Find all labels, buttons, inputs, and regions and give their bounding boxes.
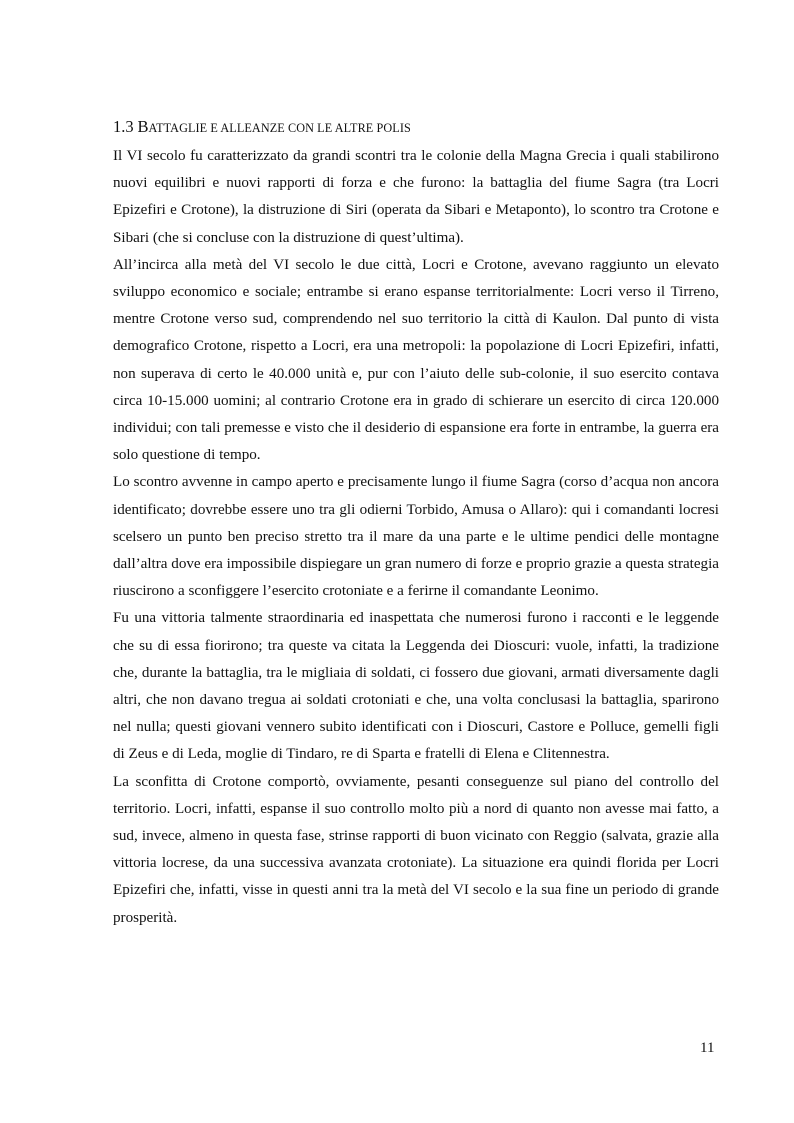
section-title-initial: B: [137, 117, 149, 136]
paragraph: La sconfitta di Crotone comportò, ovviamente, pesanti conseguenze sul piano del controllo del territorio. Locri, infatti, espanse il suo controllo molto più a nord di quanto non avesse mai fatto, a sud, invece, almeno in questa fase, strinse rapporti di buon vicinato con Reggio (salvata, grazie alla vittoria locrese, da una successiva avanzata crotoniate). La situazione era quindi florida per Locri Epizefiri che, infatti, visse in questi anni tra la metà del VI secolo e la sua fine un periodo di grande prosperità.: [113, 773, 719, 926]
paragraph: Fu una vittoria talmente straordinaria ed inaspettata che numerosi furono i racconti e le leggende che su di essa fiorirono; tra queste va citata la Leggenda dei Dioscuri: vuole, infatti, la tradizione che, durante la battaglia, tra le migliaia di soldati, ci fossero due giovani, armati diversamente dagli altri, che non davano tregua ai soldati crotoniati e che, una volta conclusasi la battaglia, sparirono nel nulla; questi giovani vennero subito identificati con i Dioscuri, Castore e Polluce, gemelli figli di Zeus e di Leda, moglie di Tindaro, re di Sparta e fratelli di Elena e Clitennestra.: [113, 610, 719, 763]
section-number: 1.3: [113, 117, 134, 136]
section-title-rest: ATTAGLIE E ALLEANZE CON LE ALTRE POLIS: [148, 121, 411, 135]
body-text: [113, 143, 719, 932]
paragraph: Il VI secolo fu caratterizzato da grandi scontri tra le colonie della Magna Grecia i quali stabilirono nuovi equilibri e nuovi rapporti di forza e che furono: la battaglia del fiume Sagra (tra Locri Epizefiri e Crotone), la distruzione di Siri (operata da Sibari e Metaponto), lo scontro tra Crotone e Sibari (che si concluse con la distruzione di quest’ultima).: [113, 148, 719, 246]
section-heading: [113, 118, 411, 137]
page-number: 11: [700, 1040, 715, 1056]
paragraph: All’incirca alla metà del VI secolo le due città, Locri e Crotone, avevano raggiunto un elevato sviluppo economico e sociale; entrambe si erano espanse territorialmente: Locri verso il Tirreno, mentre Crotone verso sud, comprendendo nel suo territorio la città di Kaulon. Dal punto di vista demografico Crotone, rispetto a Locri, era una metropoli: la popolazione di Locri Epizefiri, infatti, non superava di certo le 40.000 unità e, pur con l’aiuto delle sub-colonie, il suo esercito contava circa 10-15.000 uomini; al contrario Crotone era in grado di schierare un esercito di circa 120.000 individui; con tali premesse e visto che il desiderio di espansione era forte in entrambe, la guerra era solo questione di tempo.: [113, 256, 719, 464]
paragraph: Lo scontro avvenne in campo aperto e precisamente lungo il fiume Sagra (corso d’acqua non ancora identificato; dovrebbe essere uno tra gli odierni Torbido, Amusa o Allaro): qui i comandanti locresi scelsero un punto ben preciso stretto tra il mare da una parte e le ultime pendici delle montagne dall’altra dove era impossibile dispiegare un gran numero di forze e proprio grazie a questa strategia riuscirono a sconfiggere l’esercito crotoniate e a ferirne il comandante Leonimo.: [113, 474, 719, 600]
